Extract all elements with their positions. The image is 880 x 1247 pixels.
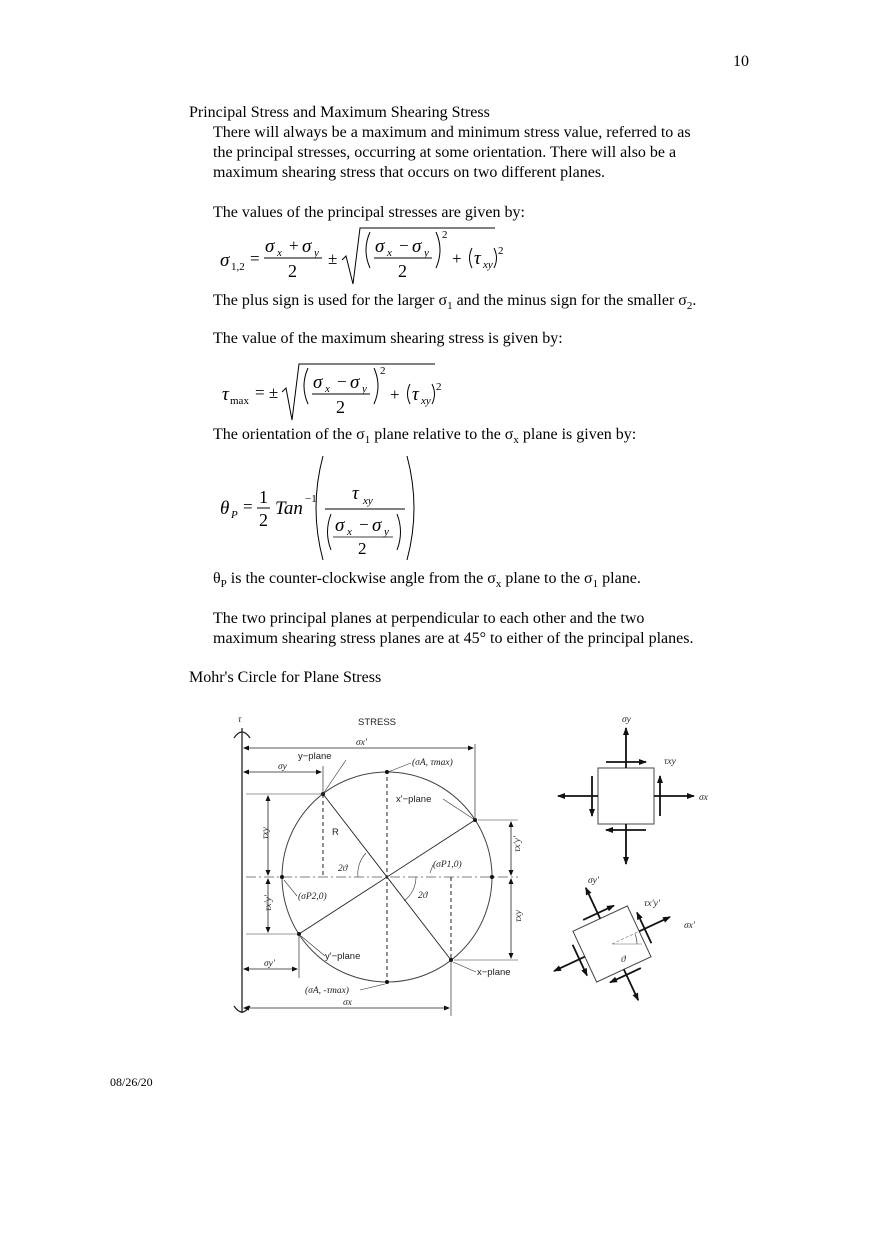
point-tau-min bbox=[385, 980, 389, 984]
eq1-r-a: σ bbox=[375, 236, 385, 257]
eq3-minus: − bbox=[359, 515, 369, 534]
planes-line-2: maximum shearing stress planes are at 45° to either of the principal planes. bbox=[213, 630, 694, 647]
arc-two-theta-p bbox=[404, 877, 416, 901]
point-sigma-p1 bbox=[490, 875, 494, 879]
label-tau-xyp-left: τx'y' bbox=[264, 895, 274, 911]
label-tau-xyp-right: τx'y' bbox=[513, 836, 523, 852]
element-2-top-arrow bbox=[586, 888, 600, 919]
element-2-shear-bottom bbox=[610, 968, 641, 982]
label-yprime-plane: y'−plane bbox=[325, 951, 361, 962]
sign-note-sub1: 1 bbox=[447, 300, 453, 313]
section-heading-mohrs-circle: Mohr's Circle for Plane Stress bbox=[189, 669, 382, 686]
tau-axis-label: τ bbox=[238, 715, 242, 725]
element-2-right-arrow bbox=[639, 917, 670, 931]
stress-element-1 bbox=[558, 715, 709, 864]
eq1-paren-right bbox=[436, 232, 440, 268]
eq1-tau: τ bbox=[474, 248, 481, 269]
theta-note-text-2: plane to the bbox=[501, 570, 585, 587]
eq2-tau-paren-left bbox=[408, 384, 411, 404]
sign-note-text-1: The plus sign is used for the larger bbox=[213, 292, 439, 309]
principal-stress-label: The values of the principal stresses are given by: bbox=[213, 204, 525, 221]
eq1-lhs-sub: 1,2 bbox=[231, 261, 245, 273]
shear-stress-label: The value of the maximum shearing stress is given by: bbox=[213, 330, 563, 347]
theta-note-text-3: plane. bbox=[598, 570, 641, 587]
eq2-equals: = ± bbox=[255, 383, 279, 402]
eq3-inner-paren-left bbox=[328, 514, 332, 550]
theta-note-sub1: 1 bbox=[592, 578, 599, 591]
eq2-exp: 2 bbox=[380, 365, 386, 377]
eq3-lhs-theta: θ bbox=[220, 498, 230, 519]
label-bottom-point: (σA, -τmax) bbox=[305, 986, 349, 996]
eq3-half-den: 2 bbox=[259, 510, 268, 530]
label-top-point: (σA, τmax) bbox=[412, 758, 453, 768]
label-two-theta-p: 2ϑ bbox=[418, 891, 428, 901]
label-x-plane: x−plane bbox=[477, 967, 511, 978]
orientation-subx: x bbox=[513, 434, 519, 447]
eq2-plus: + bbox=[390, 385, 400, 404]
eq3-b: σ bbox=[372, 515, 382, 536]
footer-date: 08/26/20 bbox=[110, 1075, 153, 1089]
eq3-den: 2 bbox=[358, 539, 367, 558]
eq2-exp2: 2 bbox=[436, 381, 442, 393]
element-2-bottom-arrow bbox=[624, 969, 638, 1000]
eq2-r-a-sub: x bbox=[325, 383, 330, 395]
eq3-tau: τ bbox=[352, 483, 359, 504]
eq1-tau-paren-right bbox=[494, 248, 497, 268]
leader-xprime-plane bbox=[443, 799, 475, 820]
eq1-exp: 2 bbox=[442, 229, 448, 241]
eq1-plus2: + bbox=[452, 249, 462, 268]
eq1-plus: + bbox=[289, 236, 299, 255]
eq3-a-sub: x bbox=[347, 526, 352, 538]
theta-note-theta: θ bbox=[213, 570, 221, 587]
eq2-r-b-sub: y bbox=[362, 383, 367, 395]
sign-note-sub2: 2 bbox=[686, 300, 693, 313]
eq2-r-den: 2 bbox=[336, 397, 345, 417]
label-tau-xy-left: τxy bbox=[261, 827, 271, 839]
element-2-shear-right bbox=[637, 912, 651, 943]
element-2-shear-left bbox=[573, 945, 587, 976]
leader-yprime-plane bbox=[301, 936, 325, 956]
label-sigma-x: σx bbox=[343, 998, 352, 1008]
eq1-den: 2 bbox=[288, 261, 297, 281]
label-sigma-xprime: σx' bbox=[356, 738, 367, 748]
leader-y-plane bbox=[323, 760, 346, 794]
element-1-label-sigma-y: σy bbox=[622, 715, 631, 725]
theta-note bbox=[213, 570, 641, 590]
eq3-a: σ bbox=[335, 515, 345, 536]
label-sigma-yprime: σy' bbox=[264, 959, 275, 969]
page-number: 10 bbox=[733, 53, 749, 70]
eq3-lhs-sub: P bbox=[231, 509, 238, 521]
eq3-equals: = bbox=[243, 497, 253, 516]
element-2-label-sigma-y: σy' bbox=[588, 876, 599, 886]
label-xprime-plane: x'−plane bbox=[396, 794, 432, 805]
theta-note-sigmax: σ bbox=[487, 570, 496, 587]
orientation-sub1: 1 bbox=[364, 434, 371, 447]
eq2-lhs-tau: τ bbox=[222, 384, 229, 405]
orientation-sigma1: σ bbox=[356, 426, 365, 443]
element-2-angle-arc bbox=[635, 934, 637, 944]
label-sigma-p1: (σP1,0) bbox=[433, 860, 462, 870]
eq3-inner-paren-right bbox=[397, 514, 401, 550]
eq1-equals: = bbox=[250, 249, 260, 268]
eq1-r-a-sub: x bbox=[387, 247, 392, 259]
element-1-label-tau-xy: τxy bbox=[664, 757, 676, 767]
element-1-square bbox=[598, 768, 654, 824]
eq2-tau: τ bbox=[412, 384, 419, 405]
label-tau-xy-right: τxy bbox=[514, 910, 524, 922]
max-shear-equation bbox=[210, 358, 450, 426]
eq3-tau-sub: xy bbox=[363, 495, 373, 507]
eq1-num-b: σ bbox=[302, 236, 312, 257]
theta-note-subx: x bbox=[495, 578, 502, 591]
eq1-exp2: 2 bbox=[498, 245, 504, 257]
eq1-num-a-sub: x bbox=[277, 247, 282, 259]
figure-title: STRESS bbox=[358, 717, 397, 728]
leader-bottom-point bbox=[360, 984, 385, 990]
eq2-paren-right bbox=[374, 368, 378, 404]
eq2-lhs-sub: max bbox=[230, 395, 249, 407]
eq1-minus: − bbox=[399, 236, 409, 255]
eq2-paren-left bbox=[304, 368, 308, 404]
label-radius: R bbox=[332, 827, 339, 838]
eq1-tau-paren-left bbox=[470, 248, 473, 268]
eq1-lhs-sigma: σ bbox=[220, 250, 230, 271]
leader-sigma-p2 bbox=[284, 880, 297, 896]
eq3-outer-paren-left bbox=[316, 456, 323, 560]
label-y-plane: y−plane bbox=[298, 751, 332, 762]
theta-note-subp: P bbox=[220, 578, 227, 591]
eq1-r-b-sub: y bbox=[424, 247, 429, 259]
eq1-r-b: σ bbox=[412, 236, 422, 257]
sign-note-text-2: and the minus sign for the smaller bbox=[452, 292, 679, 309]
element-2-shear-top bbox=[583, 906, 614, 920]
point-sigma-p2 bbox=[280, 875, 284, 879]
eq3-half-num: 1 bbox=[259, 487, 268, 507]
sign-note-text-3: . bbox=[692, 292, 697, 309]
element-2-ref-line bbox=[612, 932, 637, 944]
orientation-text-1: The orientation of the bbox=[213, 426, 357, 443]
eq1-num-b-sub: y bbox=[314, 247, 319, 259]
theta-note-sigma1: σ bbox=[584, 570, 593, 587]
section-heading-principal-stress: Principal Stress and Maximum Shearing Stress bbox=[189, 104, 490, 121]
label-sigma-y: σy bbox=[278, 762, 287, 772]
eq2-tau-sub: xy bbox=[421, 395, 431, 407]
eq3-b-sub: y bbox=[384, 526, 389, 538]
eq1-num-a: σ bbox=[265, 236, 275, 257]
theta-note-text-1: is the counter-clockwise angle from the bbox=[226, 570, 488, 587]
eq1-paren-left bbox=[366, 232, 370, 268]
label-sigma-p2: (σP2,0) bbox=[298, 892, 327, 902]
arc-two-theta bbox=[358, 853, 366, 877]
eq3-outer-paren-right bbox=[407, 456, 414, 560]
eq2-r-b: σ bbox=[350, 372, 360, 393]
mohrs-circle-figure bbox=[228, 708, 728, 1033]
eq1-r-den: 2 bbox=[398, 261, 407, 281]
eq3-func: Tan bbox=[275, 498, 303, 519]
leader-top-point bbox=[388, 763, 411, 772]
sign-note-sigma1: σ bbox=[438, 292, 448, 309]
orientation-text-2: plane relative to the bbox=[370, 426, 505, 443]
eq2-tau-paren-right bbox=[432, 384, 435, 404]
element-1-label-sigma-x: σx bbox=[699, 793, 708, 803]
planes-line-1: The two principal planes at perpendicular to each other and the two bbox=[213, 610, 645, 627]
sign-note-sigma2: σ bbox=[678, 292, 687, 309]
eq3-func-exp: −1 bbox=[305, 493, 317, 505]
leader-x-plane bbox=[453, 962, 476, 972]
element-2-left-arrow bbox=[554, 957, 585, 971]
eq2-r-a: σ bbox=[313, 372, 323, 393]
element-2-label-theta: ϑ bbox=[621, 955, 626, 965]
label-two-theta: 2ϑ bbox=[338, 864, 348, 874]
orientation-sigmax: σ bbox=[504, 426, 514, 443]
intro-line-2: the principal stresses, occurring at some orientation. There will also be a bbox=[213, 144, 677, 161]
sign-note bbox=[213, 292, 696, 312]
eq1-pm: ± bbox=[328, 249, 338, 268]
eq2-minus: − bbox=[337, 372, 347, 391]
intro-line-1: There will always be a maximum and minimum stress value, referred to as bbox=[213, 124, 691, 141]
orientation-text-3: plane is given by: bbox=[518, 426, 637, 443]
principal-angle-equation bbox=[215, 452, 425, 566]
element-2-label-tau: τx'y' bbox=[644, 899, 660, 909]
orientation-label bbox=[213, 426, 636, 446]
principal-stress-equation bbox=[210, 222, 510, 288]
element-2-label-sigma-x: σx' bbox=[684, 921, 695, 931]
eq1-tau-sub: xy bbox=[483, 259, 493, 271]
intro-line-3: maximum shearing stress that occurs on two different planes. bbox=[213, 164, 606, 181]
